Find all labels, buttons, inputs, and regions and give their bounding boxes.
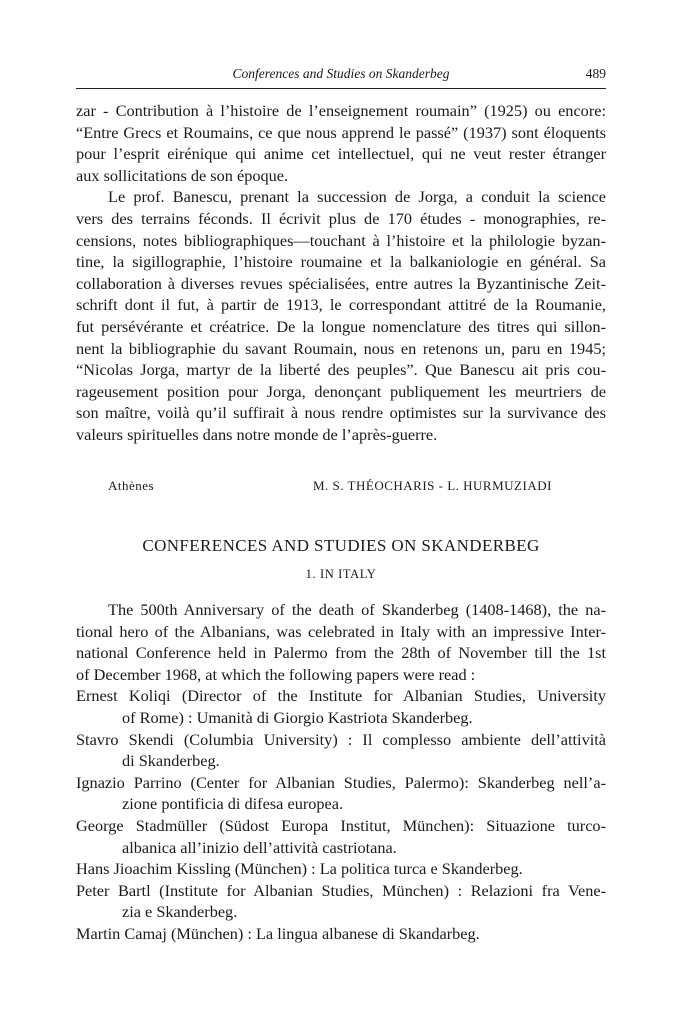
paper-entry-line: Stavro Skendi (Columbia University) : Il complesso ambiente dell’attività bbox=[76, 729, 606, 749]
paper-entry-line: zione pontificia di difesa europea. bbox=[122, 794, 344, 814]
article-body bbox=[76, 599, 606, 945]
running-header bbox=[76, 64, 606, 86]
paper-entry-line: Peter Bartl (Institute for Albanian Studies, München) : Relazioni fra Vene- bbox=[76, 880, 606, 900]
paper-entry-line: di Skanderbeg. bbox=[122, 751, 220, 771]
article-subtitle: 1. IN ITALY bbox=[305, 567, 377, 581]
text-line: of December 1968, at which the following papers were read : bbox=[76, 664, 476, 684]
text-line: tine, la sigillographie, l’histoire roumaine et la balkaniologie en général. Sa bbox=[76, 252, 606, 272]
text-line: censions, notes bibliographiques—touchant à l’histoire et la philologie byzan- bbox=[76, 230, 606, 250]
paper-entry-line: albanica all’inizio dell’attività castriotana. bbox=[122, 837, 397, 857]
text-line: zar - Contribution à l’histoire de l’enseignement roumain” (1925) ou encore: bbox=[76, 101, 606, 120]
paper-entry-line: George Stadmüller (Südost Europa Institut, München): Situazione turco- bbox=[76, 815, 606, 835]
text-line: vers des terrains féconds. Il écrivit plus de 170 études - monographies, re- bbox=[76, 208, 606, 228]
text-line: tional hero of the Albanians, was celebrated in Italy with an impressive Inter- bbox=[76, 621, 606, 641]
text-line: national Conference held in Palermo from the 28th of November till the 1st bbox=[76, 643, 606, 663]
text-line: The 500th Anniversary of the death of Skanderbeg (1408-1468), the na- bbox=[108, 600, 606, 619]
text-line: nent la bibliographie du savant Roumain, nous en retenons un, paru en 1945; bbox=[76, 338, 606, 358]
header-rule bbox=[76, 88, 606, 89]
text-line: collaboration à diverses revues spécialisées, entre autres la Byzantinische Zeit- bbox=[76, 273, 606, 293]
text-line: “Entre Grecs et Roumains, ce que nous apprend le passé” (1937) sont éloquents bbox=[76, 122, 606, 142]
review-text bbox=[76, 100, 606, 446]
paper-entry-line: zia e Skanderbeg. bbox=[122, 902, 238, 922]
text-line: valeurs spirituelles dans notre monde de l’après-guerre. bbox=[76, 424, 438, 444]
signature-authors: M. S. THÉOCHARIS - L. HURMUZIADI bbox=[313, 478, 552, 493]
paper-entry-line: of Rome) : Umanità di Giorgio Kastriota Skanderbeg. bbox=[122, 707, 473, 727]
signature-place: Athènes bbox=[108, 478, 155, 493]
text-line: fut persévérante et créatrice. De la longue nomenclature des titres qui sillon- bbox=[76, 316, 606, 336]
paper-entry-line: Martin Camaj (München) : La lingua albanese di Skandarbeg. bbox=[76, 923, 480, 943]
article-title: CONFERENCES AND STUDIES ON SKANDERBEG bbox=[142, 536, 540, 555]
paper-entry-line: Ernest Koliqi (Director of the Institute for Albanian Studies, University bbox=[76, 686, 606, 706]
text-line: aux sollicitations de son époque. bbox=[76, 165, 289, 185]
paper-entry-line: Hans Jioachim Kissling (München) : La politica turca e Skanderbeg. bbox=[76, 859, 523, 879]
text-line: pour l’esprit eirénique qui anime cet intellectuel, qui ne veut rester étranger bbox=[76, 144, 606, 164]
text-line: Le prof. Banescu, prenant la succession de Jorga, a conduit la science bbox=[108, 187, 606, 207]
text-line: son maître, voilà qu’il suffirait à nous rendre optimistes sur la survivance des bbox=[76, 403, 606, 423]
paper-entry-line: Ignazio Parrino (Center for Albanian Studies, Palermo): Skanderbeg nell’a- bbox=[76, 772, 606, 792]
text-line: rageusement position pour Jorga, denonçant publiquement les meurtriers de bbox=[76, 381, 606, 401]
running-title: Conferences and Studies on Skanderbeg bbox=[232, 66, 450, 81]
text-line: “Nicolas Jorga, martyr de la liberté des peuples”. Que Banescu ait pris cou- bbox=[76, 360, 606, 380]
text-line: schrift dont il fut, à partir de 1913, le correspondant attitré de la Roumanie, bbox=[76, 295, 606, 315]
page-number: 489 bbox=[585, 66, 606, 81]
